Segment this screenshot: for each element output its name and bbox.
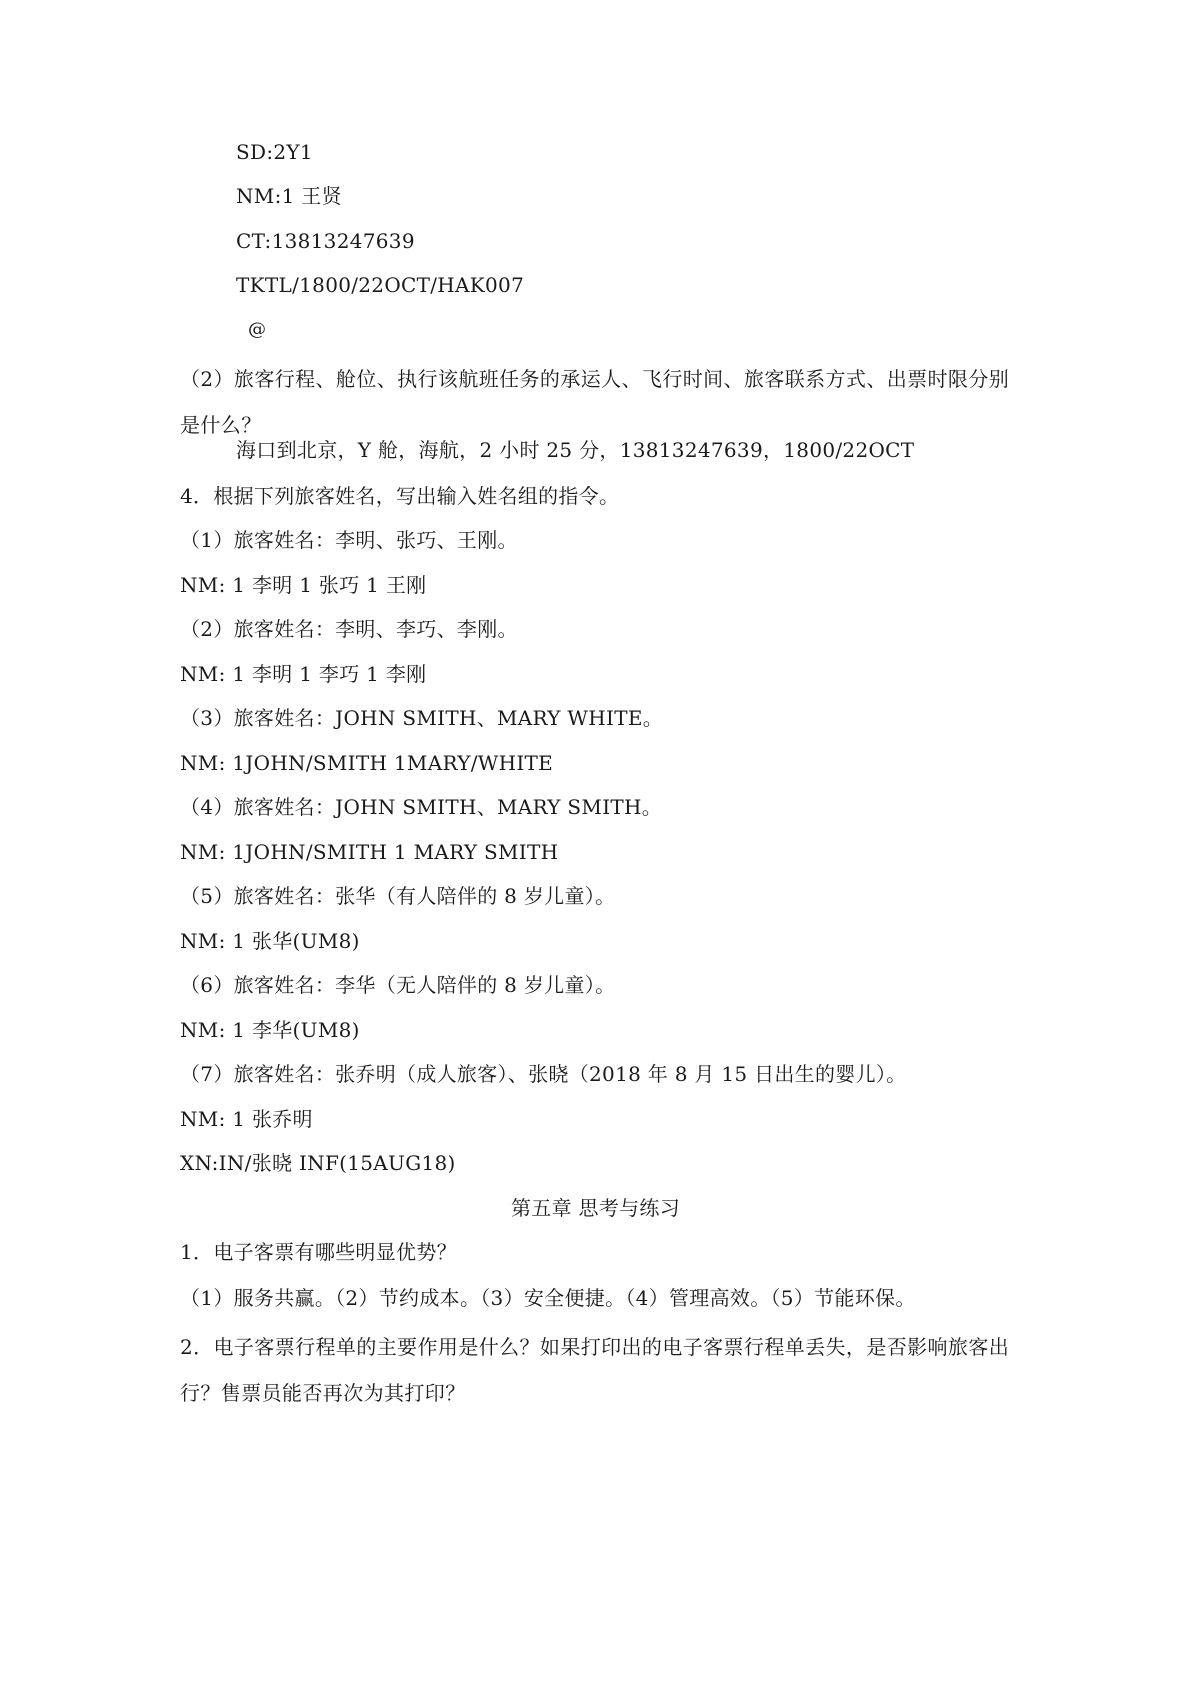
question-4-heading: 4．根据下列旅客姓名，写出输入姓名组的指令。	[180, 484, 620, 508]
item-prompt: （7）旅客姓名：张乔明（成人旅客）、张晓（2018 年 8 月 15 日出生的婴儿）。	[180, 1062, 907, 1086]
pnr-line-tktl: TKTL/1800/22OCT/HAK007	[236, 273, 525, 297]
chapter5-question-1: 1．电子客票有哪些明显优势？	[180, 1240, 457, 1264]
question-2-answer: 海口到北京，Y 舱，海航，2 小时 25 分，13813247639，1800/22OCT	[236, 438, 915, 462]
item-answer: NM: 1 李明 1 李巧 1 李刚	[180, 662, 427, 686]
item-prompt: （1）旅客姓名：李明、张巧、王刚。	[180, 528, 518, 552]
chapter5-question-2: 2．电子客票行程单的主要作用是什么？如果打印出的电子客票行程单丢失，是否影响旅客出行？售票员能否再次为其打印？	[180, 1335, 1010, 1405]
item-answer: NM: 1 张乔明	[180, 1107, 313, 1131]
item-answer: NM: 1 李明 1 张巧 1 王刚	[180, 573, 427, 597]
item-answer: NM: 1 李华(UM8)	[180, 1018, 360, 1042]
item-answer: NM: 1JOHN/SMITH 1 MARY SMITH	[180, 840, 559, 864]
chapter-title: 第五章 思考与练习	[510, 1196, 681, 1220]
item-prompt: （3）旅客姓名：JOHN SMITH、MARY WHITE。	[180, 706, 664, 730]
item-answer: NM: 1 张华(UM8)	[180, 929, 360, 953]
item-prompt: （6）旅客姓名：李华（无人陪伴的 8 岁儿童）。	[180, 973, 616, 997]
item-answer: NM: 1JOHN/SMITH 1MARY/WHITE	[180, 751, 554, 775]
item-answer-extra: XN:IN/张晓 INF(15AUG18)	[180, 1151, 456, 1175]
pnr-line-at: @	[248, 319, 267, 340]
item-prompt: （4）旅客姓名：JOHN SMITH、MARY SMITH。	[180, 795, 663, 819]
item-prompt: （5）旅客姓名：张华（有人陪伴的 8 岁儿童）。	[180, 884, 616, 908]
chapter5-answer-1: （1）服务共赢。（2）节约成本。（3）安全便捷。（4）管理高效。（5）节能环保。	[180, 1286, 916, 1310]
question-2-prompt: （2）旅客行程、舱位、执行该航班任务的承运人、飞行时间、旅客联系方式、出票时限分别是什么？	[180, 367, 1010, 437]
pnr-line-nm: NM:1 王贤	[236, 184, 342, 208]
pnr-line-ct: CT:13813247639	[236, 229, 415, 253]
pnr-line-sd: SD:2Y1	[236, 140, 313, 164]
item-prompt: （2）旅客姓名：李明、李巧、李刚。	[180, 617, 518, 641]
